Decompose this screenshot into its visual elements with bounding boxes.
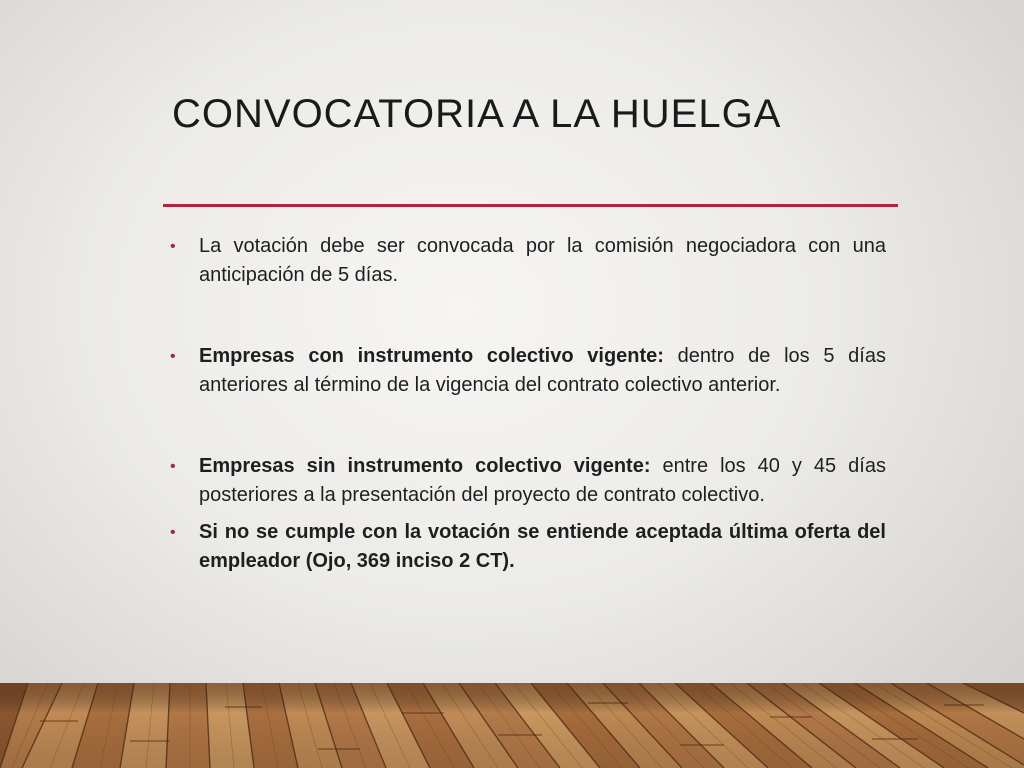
bullet-bold-text: Empresas con instrumento colectivo vigente: — [199, 345, 664, 367]
wood-floor-image — [0, 683, 1024, 768]
bullet-bold-text: Si no se cumple con la votación se entiende aceptada última oferta del empleador (Ojo, 369 inciso 2 CT). — [199, 521, 886, 572]
bullet-icon: • — [170, 458, 176, 475]
bullet-icon: • — [170, 524, 176, 541]
bullet-list — [170, 232, 886, 576]
bullet-text: entre los 40 y 45 días posteriores a la presentación del proyecto de contrato colectivo. — [199, 455, 886, 506]
bullet-bold-text: Empresas sin instrumento colectivo vigente: — [199, 455, 651, 477]
bullet-text: La votación debe ser convocada por la comisión negociadora con una anticipación de 5 días. — [199, 235, 886, 286]
bullet-icon: • — [170, 348, 176, 365]
bullet-item-2 — [170, 342, 886, 400]
bullet-text: dentro de los 5 días anteriores al término de la vigencia del contrato colectivo anterior. — [199, 345, 886, 396]
bullet-icon: • — [170, 238, 176, 255]
title-underline — [163, 204, 898, 207]
wood-planks-graphic — [0, 683, 1024, 768]
bullet-item-3 — [170, 452, 886, 510]
slide-title: CONVOCATORIA A LA HUELGA — [172, 92, 782, 136]
bullet-item-4 — [170, 518, 886, 576]
bullet-item-1 — [170, 232, 886, 290]
